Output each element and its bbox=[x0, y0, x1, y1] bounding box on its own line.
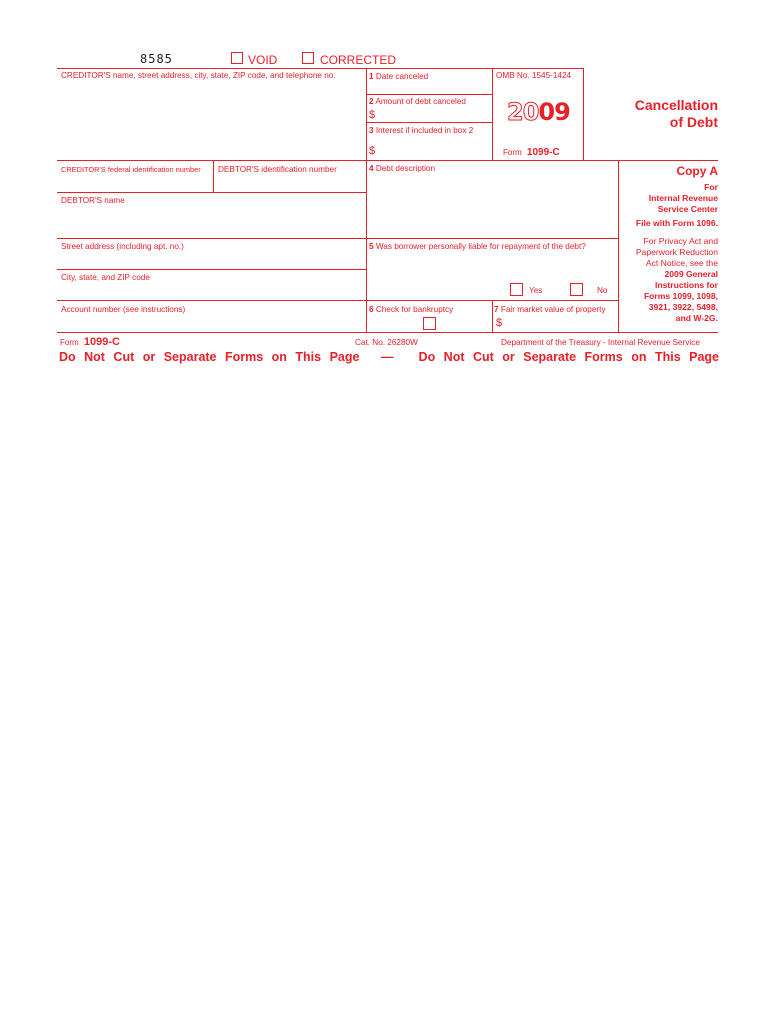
box7-number: 7 bbox=[494, 305, 499, 314]
privacy-line3: Act Notice, see the bbox=[645, 258, 718, 268]
for-line2: Internal Revenue bbox=[648, 193, 718, 203]
tax-year bbox=[507, 98, 570, 126]
void-label: VOID bbox=[248, 53, 278, 67]
privacy-line1: For Privacy Act and bbox=[643, 236, 718, 246]
omb-form-number: 1099-C bbox=[526, 147, 560, 158]
box4-number: 4 bbox=[369, 164, 374, 173]
footer-form-prefix: Form bbox=[60, 338, 79, 347]
form-title-line1: Cancellation bbox=[634, 97, 718, 113]
date-canceled-field[interactable] bbox=[367, 83, 491, 93]
box4-label bbox=[369, 164, 435, 174]
box2-dollar-sign: $ bbox=[369, 109, 376, 121]
debtor-name-label: DEBTOR'S name bbox=[61, 196, 125, 205]
city-state-zip-field[interactable] bbox=[58, 284, 365, 299]
do-not-cut-left: Do Not Cut or Separate Forms on This Page bbox=[59, 350, 360, 364]
box3-dollar-sign: $ bbox=[369, 145, 376, 157]
box3-number: 3 bbox=[369, 126, 374, 135]
creditor-name-field[interactable] bbox=[58, 82, 365, 159]
privacy-line5: Instructions for bbox=[654, 280, 718, 290]
box6-number: 6 bbox=[369, 305, 374, 314]
city-state-zip-label: City, state, and ZIP code bbox=[61, 273, 150, 282]
creditor-fed-id-label: CREDITOR'S federal identification number bbox=[61, 165, 201, 174]
no-label: No bbox=[597, 286, 608, 295]
privacy-line2: Paperwork Reduction bbox=[635, 247, 718, 257]
box1-number: 1 bbox=[369, 72, 374, 81]
form-code: 8585 bbox=[140, 52, 173, 66]
debt-description-field[interactable] bbox=[367, 175, 617, 237]
box1-label bbox=[369, 72, 428, 82]
tax-year-solid: 09 bbox=[538, 98, 570, 126]
box5-text: Was borrower personally liable for repayment of the debt? bbox=[375, 242, 586, 251]
bankruptcy-checkbox[interactable] bbox=[423, 317, 436, 330]
yes-label: Yes bbox=[529, 286, 543, 295]
liable-yes-checkbox[interactable] bbox=[510, 283, 523, 296]
debtor-id-label: DEBTOR'S identification number bbox=[218, 165, 337, 174]
account-number-field[interactable] bbox=[58, 316, 365, 331]
creditor-fed-id-field[interactable] bbox=[58, 176, 212, 191]
copy-a-panel bbox=[620, 164, 718, 324]
box5-label bbox=[369, 242, 586, 252]
footer-form-number: 1099-C bbox=[83, 336, 120, 348]
omb-number: OMB No. 1545-1424 bbox=[496, 71, 572, 80]
debtor-id-field[interactable] bbox=[214, 176, 365, 191]
box4-text: Debt description bbox=[375, 164, 436, 173]
box7-label bbox=[494, 305, 606, 315]
corrected-checkbox[interactable] bbox=[302, 52, 314, 64]
do-not-cut-right: Do Not Cut or Separate Forms on This Page bbox=[418, 350, 719, 364]
omb-form-prefix: Form bbox=[503, 148, 522, 157]
street-address-field[interactable] bbox=[58, 253, 365, 268]
copy-a-heading: Copy A bbox=[676, 164, 718, 178]
privacy-line4: 2009 General bbox=[664, 269, 718, 279]
box2-number: 2 bbox=[369, 97, 374, 106]
box7-dollar-sign: $ bbox=[496, 317, 503, 329]
interest-field[interactable] bbox=[378, 140, 491, 159]
privacy-line8: and W-2G. bbox=[675, 313, 718, 323]
creditor-name-label: CREDITOR'S name, street address, city, state, ZIP code, and telephone no. bbox=[61, 71, 336, 80]
street-address-label: Street address (including apt. no.) bbox=[61, 242, 184, 251]
box6-label bbox=[369, 305, 453, 315]
do-not-cut-dash: — bbox=[381, 350, 394, 364]
for-line1: For bbox=[704, 182, 718, 192]
form-title-line2: of Debt bbox=[669, 114, 718, 130]
privacy-line6: Forms 1099, 1098, bbox=[643, 291, 718, 301]
amount-canceled-field[interactable] bbox=[378, 108, 491, 121]
privacy-line7: 3921, 3922, 5498, bbox=[648, 302, 718, 312]
void-checkbox[interactable] bbox=[231, 52, 243, 64]
form-title bbox=[590, 97, 718, 131]
department-text: Department of the Treasury - Internal Revenue Service bbox=[501, 338, 700, 347]
liable-no-checkbox[interactable] bbox=[570, 283, 583, 296]
box7-text: Fair market value of property bbox=[500, 305, 606, 314]
omb-form-label bbox=[503, 147, 560, 158]
box2-text: Amount of debt canceled bbox=[375, 97, 466, 106]
tax-year-outline: 20 bbox=[507, 98, 539, 126]
footer-form-label bbox=[60, 336, 120, 348]
box2-label bbox=[369, 97, 466, 107]
box6-text: Check for bankruptcy bbox=[375, 305, 454, 314]
file-with-text: File with Form 1096. bbox=[635, 218, 718, 228]
box5-number: 5 bbox=[369, 242, 374, 251]
box3-label bbox=[369, 126, 473, 136]
fair-market-value-field[interactable] bbox=[505, 316, 617, 331]
account-number-label: Account number (see instructions) bbox=[61, 305, 186, 314]
box1-text: Date canceled bbox=[375, 72, 429, 81]
catalog-number: Cat. No. 26280W bbox=[355, 338, 418, 347]
for-line3: Service Center bbox=[657, 204, 718, 214]
box3-text: Interest if included in box 2 bbox=[375, 126, 474, 135]
corrected-label: CORRECTED bbox=[320, 53, 397, 67]
debtor-name-field[interactable] bbox=[58, 207, 365, 237]
